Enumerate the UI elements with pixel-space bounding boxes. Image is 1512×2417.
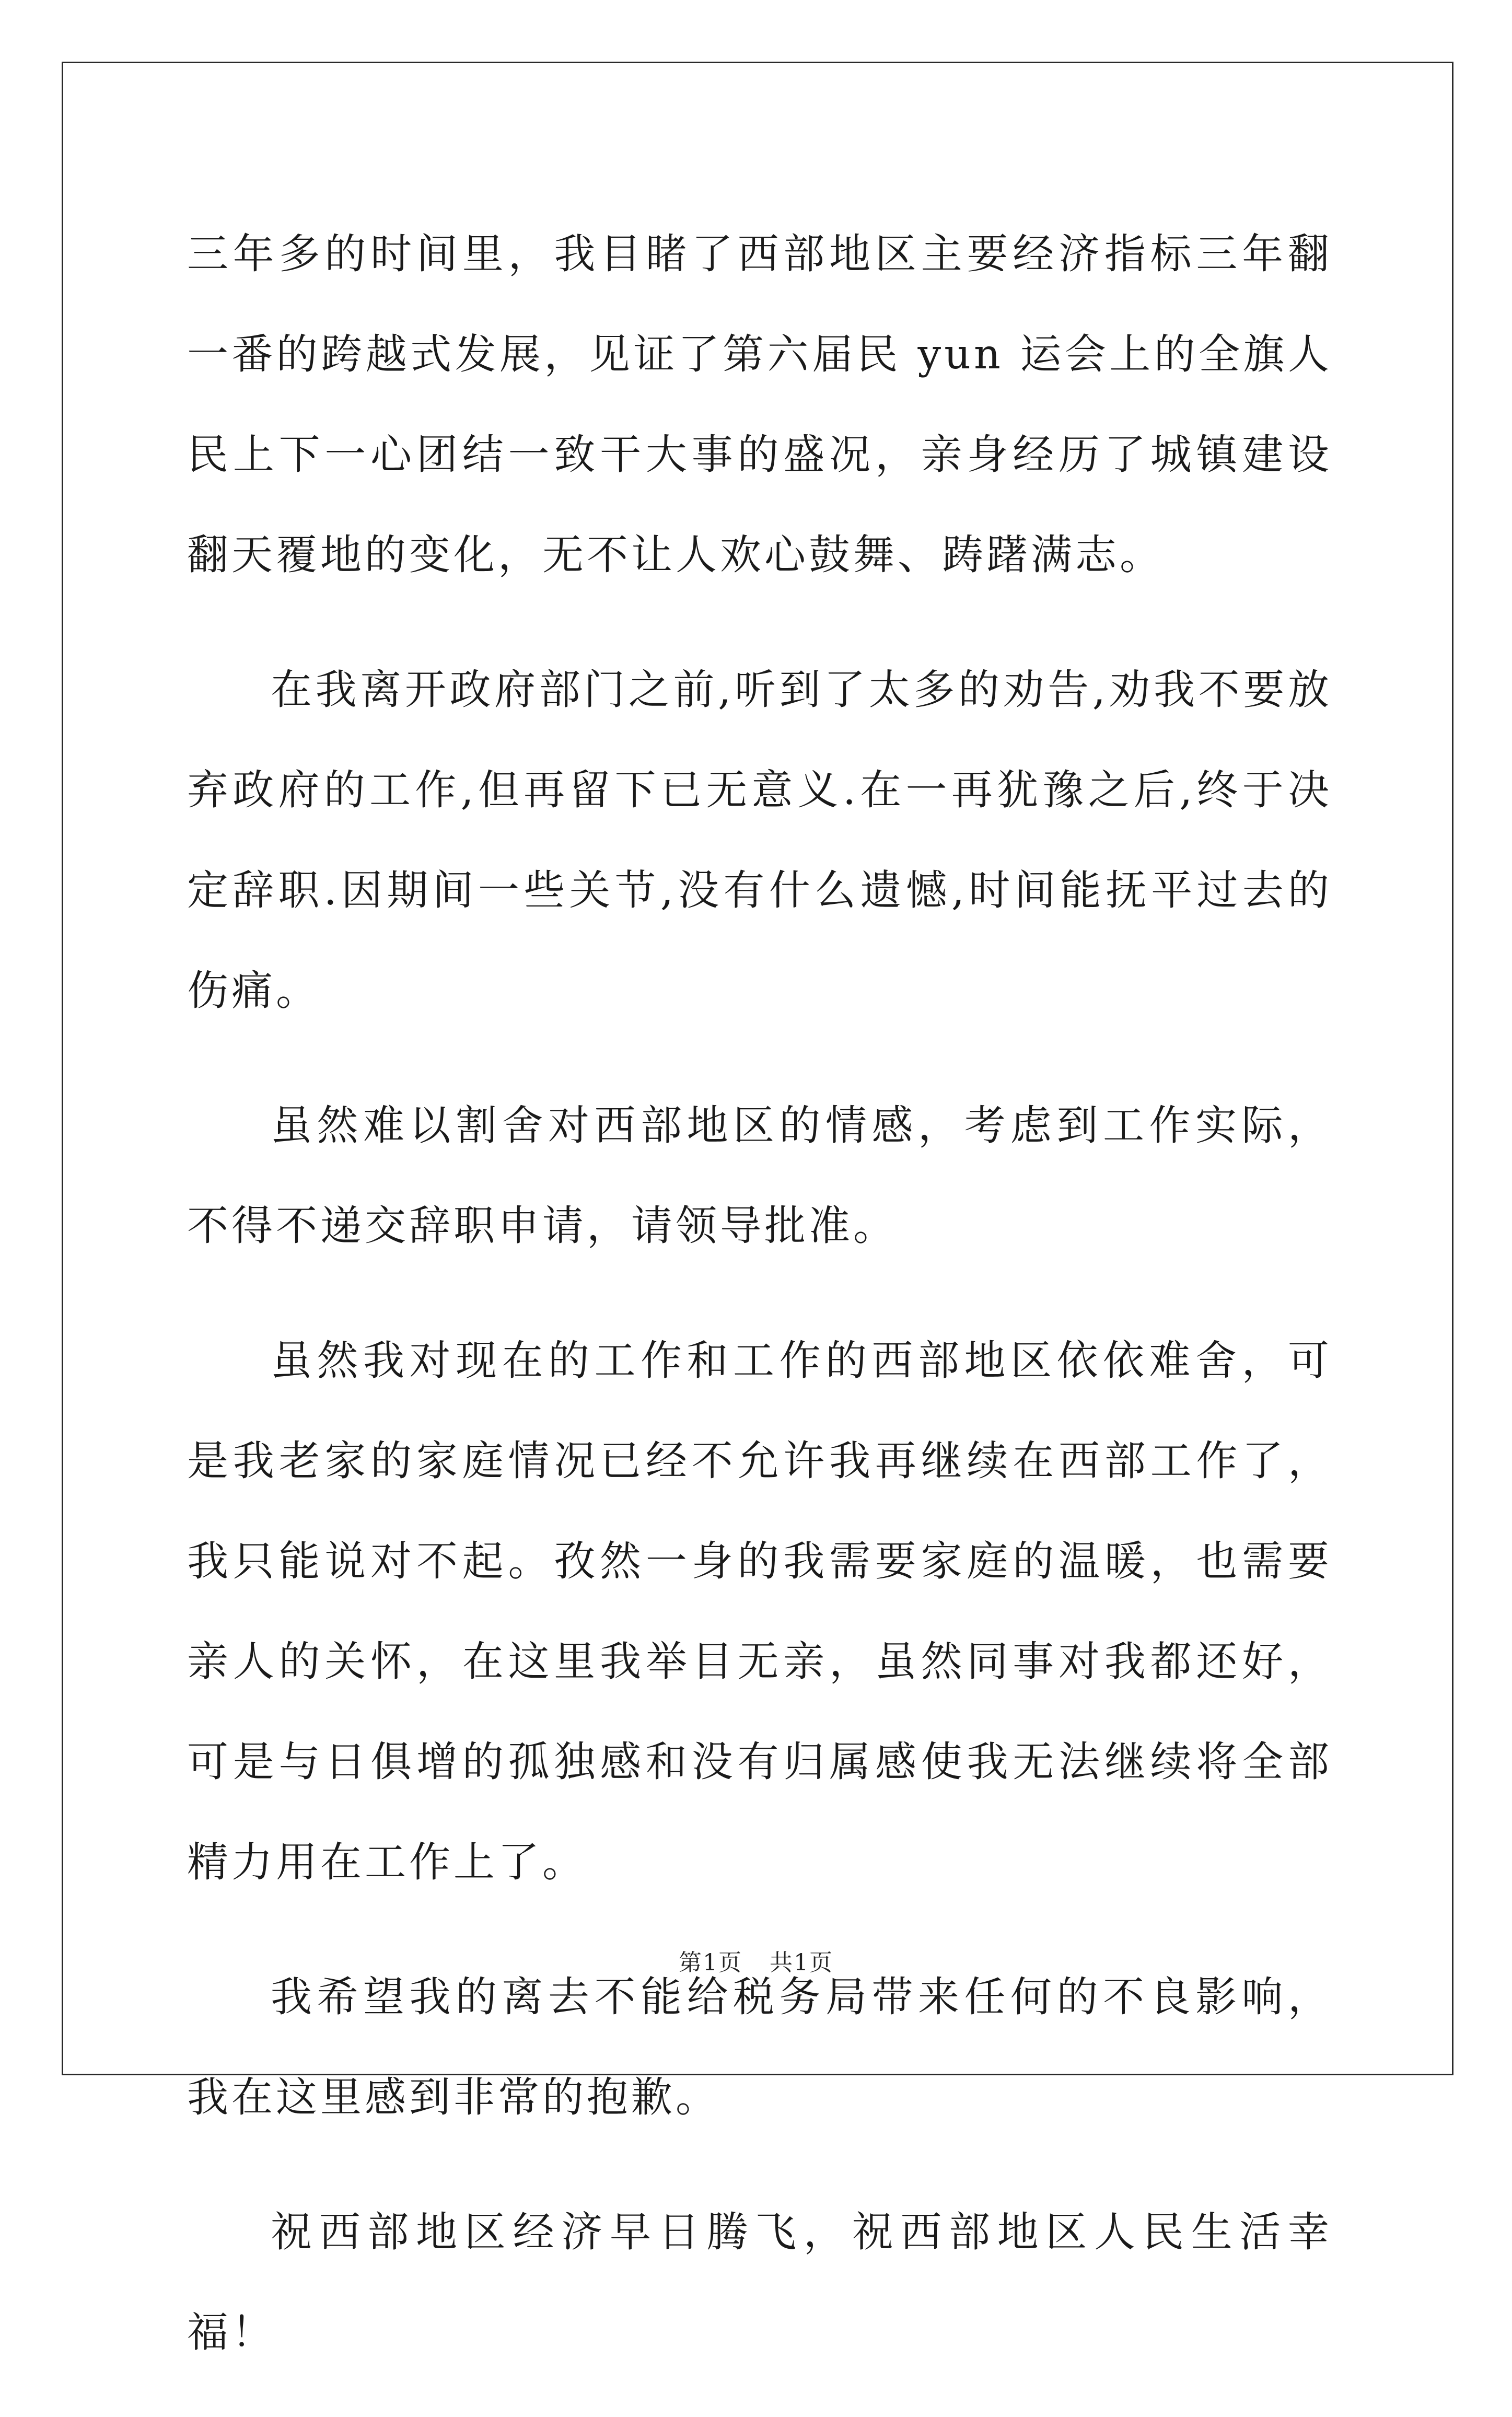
document-body [187,204,1332,2417]
page-total: 共1页 [770,1949,833,1976]
paragraph-2: 在我离开政府部门之前,听到了太多的劝告,劝我不要放弃政府的工作,但再留下已无意义.在一再犹豫之后,终于决定辞职.因期间一些关节,没有什么遗憾,时间能抚平过去的伤痛。 [187,666,1332,1015]
paragraph-1: 三年多的时间里，我目睹了西部地区主要经济指标三年翻一番的跨越式发展，见证了第六届民 yun 运会上的全旗人民上下一心团结一致干大事的盛况，亲身经历了城镇建设翻天覆地的变化，无不让人欢心鼓舞、踌躇满志。 [187,230,1332,579]
paragraph-3: 虽然难以割舍对西部地区的情感，考虑到工作实际，不得不递交辞职申请，请领导批准。 [187,1101,1332,1250]
page-number: 第1页 [679,1949,742,1976]
page-footer [0,1944,1512,1977]
paragraph-5: 我希望我的离去不能给税务局带来任何的不良影响，我在这里感到非常的抱歉。 [187,1973,1332,2121]
paragraph-4: 虽然我对现在的工作和工作的西部地区依依难舍，可是我老家的家庭情况已经不允许我再继续在西部工作了，我只能说对不起。孜然一身的我需要家庭的温暖，也需要亲人的关怀，在这里我举目无亲，虽然同事对我都还好，可是与日俱增的孤独感和没有归属感使我无法继续将全部精力用在工作上了。 [187,1337,1332,1886]
paragraph-6: 祝西部地区经济早日腾飞，祝西部地区人民生活幸福！ [187,2208,1332,2356]
